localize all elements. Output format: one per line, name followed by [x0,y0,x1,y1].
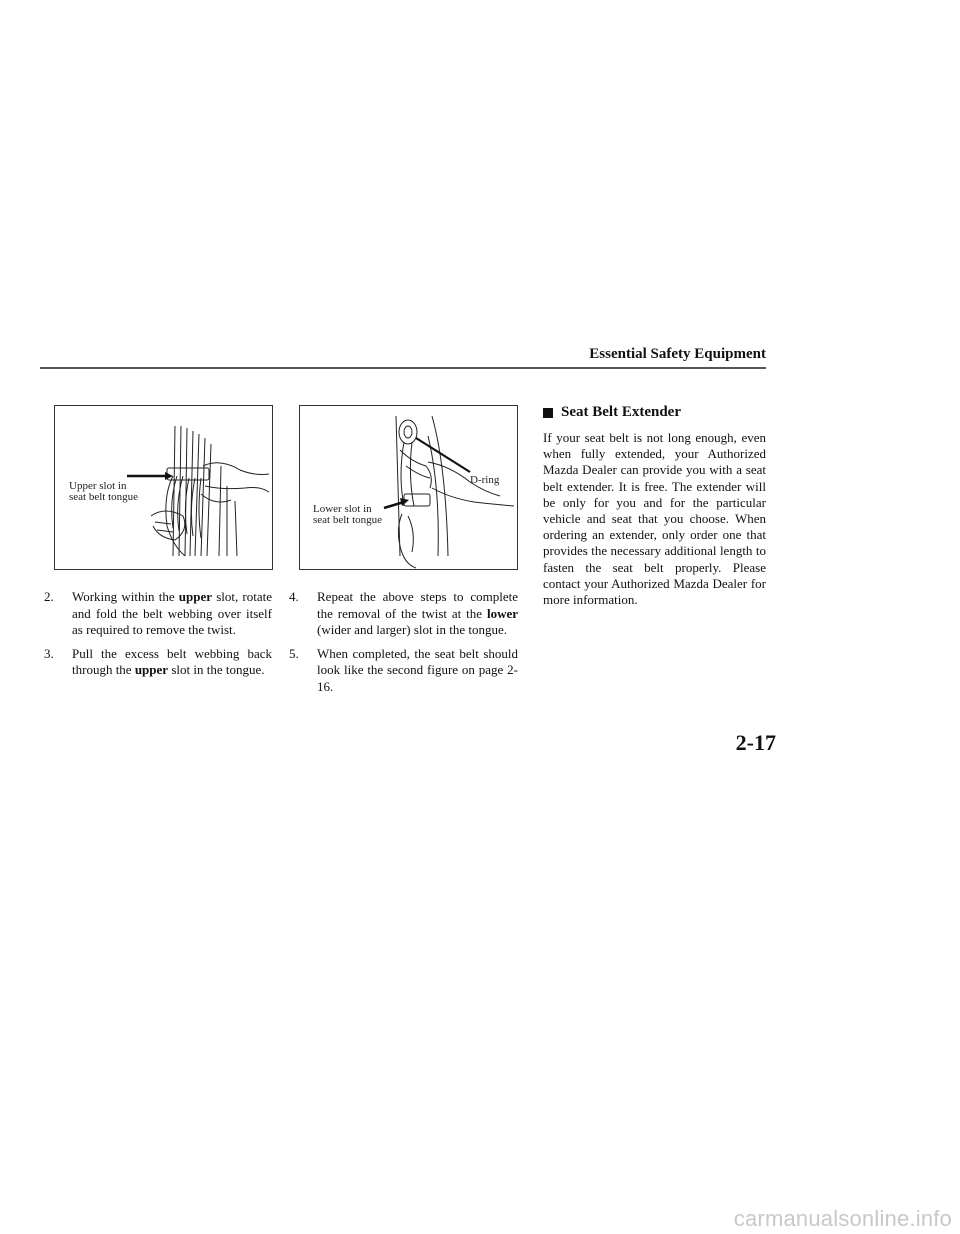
page-number: 2-17 [735,730,776,755]
section-bullet-icon [543,408,553,418]
running-header: Essential Safety Equipment [589,346,766,362]
figure-label-upper-line1: Upper slot in [69,480,127,492]
step-item [42,646,272,679]
seat-belt-illustration-lower [300,406,517,569]
section-title-text: Seat Belt Extender [561,404,681,420]
figure-label-lower-line1: Lower slot in [313,503,372,515]
step-number: 4. [289,589,299,604]
step-text: Working within the upper slot, rotate and fold the belt webbing over itself as required to remove the twist. [72,589,272,637]
figure-label-upper-line2: seat belt tongue [69,491,139,503]
steps-column-2 [287,589,518,702]
watermark: carmanualsonline.info [733,1206,952,1231]
header-rule [40,367,766,369]
step-number: 5. [289,645,299,661]
step-text: Repeat the above steps to complete the removal of the twist at the lower (wider and larger) slot in the tongue. [317,589,518,637]
steps-column-1 [42,589,272,686]
step-item [42,589,272,639]
step-text: Pull the excess belt webbing back through the upper slot in the tongue. [72,645,272,677]
figure-label-lower-line2: seat belt tongue [313,514,383,526]
step-number: 2. [44,589,54,604]
step-text: When completed, the seat belt should look like the second figure on page 2-16. [317,645,518,694]
section-heading [543,404,773,421]
step-number: 3. [44,645,54,661]
step-item [287,646,518,696]
section-body: If your seat belt is not long enough, even when fully extended, your Authorized Mazda Dealer can provide you with a seat belt extender. It is free. The extender will be only for you and for the particular vehicle and seat that you choose. When ordering an extender, only order one that provides the necessary additional length to fasten the seat belt properly. Please contact your Authorized Mazda Dealer for more information. [543,430,766,608]
figure-label-dring: D-ring [470,474,500,486]
figure-upper-slot [54,405,273,570]
figure-lower-slot [299,405,518,570]
step-item [287,589,518,639]
